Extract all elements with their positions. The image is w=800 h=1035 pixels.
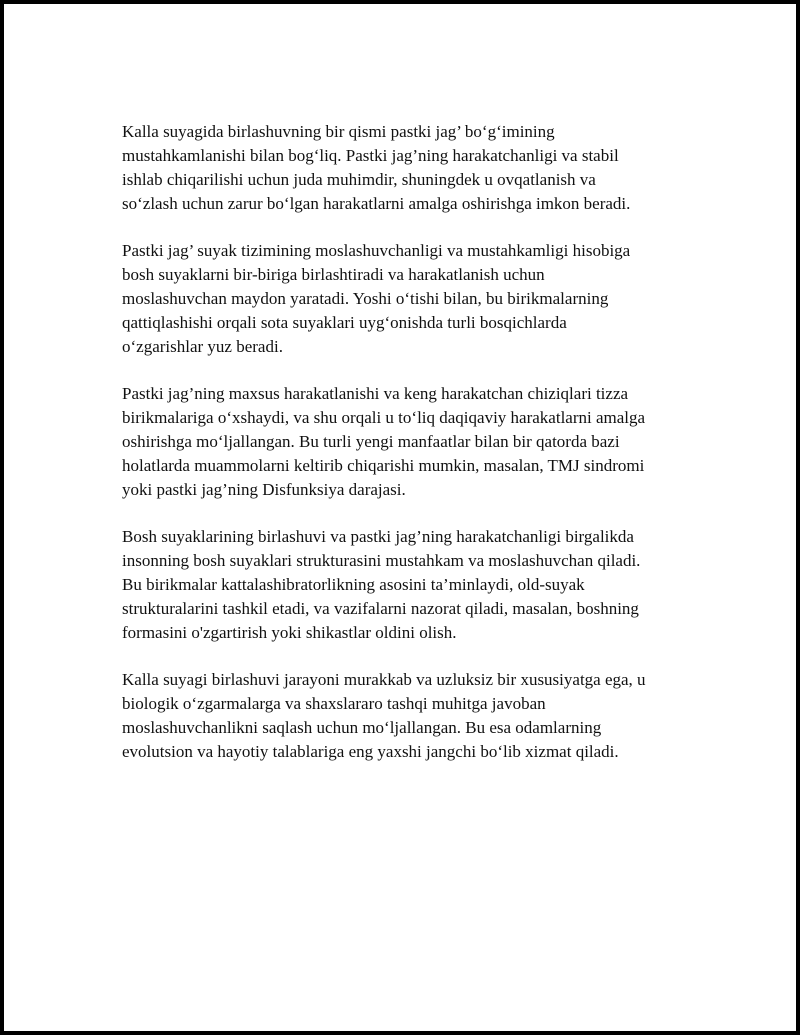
text-line: biologik o‘zgarmalarga va shaxslararo tashqi muhitga javoban: [122, 694, 546, 713]
text-line: oshirishga mo‘ljallangan. Bu turli yengi manfaatlar bilan bir qatorda bazi: [122, 432, 620, 451]
text-line: qattiqlashishi orqali sota suyaklari uyg‘onishda turli bosqichlarda: [122, 313, 567, 332]
text-line: moslashuvchan maydon yaratadi. Yoshi o‘tishi bilan, bu birikmalarning: [122, 289, 609, 308]
paragraph-1: [122, 120, 712, 216]
text-line: Kalla suyagi birlashuvi jarayoni murakkab va uzluksiz bir xususiyatga ega, u: [122, 670, 646, 689]
paragraph-5: [122, 668, 712, 764]
paragraph-4: [122, 525, 712, 645]
text-line: bosh suyaklarni bir-biriga birlashtiradi va harakatlanish uchun: [122, 265, 545, 284]
paragraph-3: [122, 382, 712, 502]
text-line: so‘zlash uchun zarur bo‘lgan harakatlarni amalga oshirishga imkon beradi.: [122, 194, 631, 213]
text-line: birikmalariga o‘xshaydi, va shu orqali u to‘liq daqiqaviy harakatlarni amalga: [122, 408, 646, 427]
text-line: Pastki jag’ suyak tizimining moslashuvchanligi va mustahkamligi hisobiga: [122, 241, 631, 260]
paragraph-2: [122, 239, 712, 359]
text-line: moslashuvchanlikni saqlash uchun mo‘ljallangan. Bu esa odamlarning: [122, 718, 602, 737]
text-line: yoki pastki jag’ning Disfunksiya darajasi.: [122, 480, 406, 499]
text-line: Bu birikmalar kattalashibratorlikning asosini ta’minlaydi, old-suyak: [122, 575, 585, 594]
text-line: insonning bosh suyaklari strukturasini mustahkam va moslashuvchan qiladi.: [122, 551, 641, 570]
text-line: strukturalarini tashkil etadi, va vazifalarni nazorat qiladi, masalan, boshning: [122, 599, 639, 618]
text-line: Kalla suyagida birlashuvning bir qismi pastki jag’ bo‘g‘imining: [122, 122, 555, 141]
text-line: holatlarda muammolarni keltirib chiqarishi mumkin, masalan, TMJ sindromi: [122, 456, 645, 475]
text-line: ishlab chiqarilishi uchun juda muhimdir, shuningdek u ovqatlanish va: [122, 170, 596, 189]
text-line: formasini o'zgartirish yoki shikastlar oldini olish.: [122, 623, 457, 642]
text-line: o‘zgarishlar yuz beradi.: [122, 337, 283, 356]
text-line: Pastki jag’ning maxsus harakatlanishi va keng harakatchan chiziqlari tizza: [122, 384, 629, 403]
text-line: mustahkamlanishi bilan bog‘liq. Pastki jag’ning harakatchanligi va stabil: [122, 146, 619, 165]
document-body: [122, 120, 712, 787]
text-line: evolutsion va hayotiy talablariga eng yaxshi jangchi bo‘lib xizmat qiladi.: [122, 742, 619, 761]
text-line: Bosh suyaklarining birlashuvi va pastki jag’ning harakatchanligi birgalikda: [122, 527, 634, 546]
